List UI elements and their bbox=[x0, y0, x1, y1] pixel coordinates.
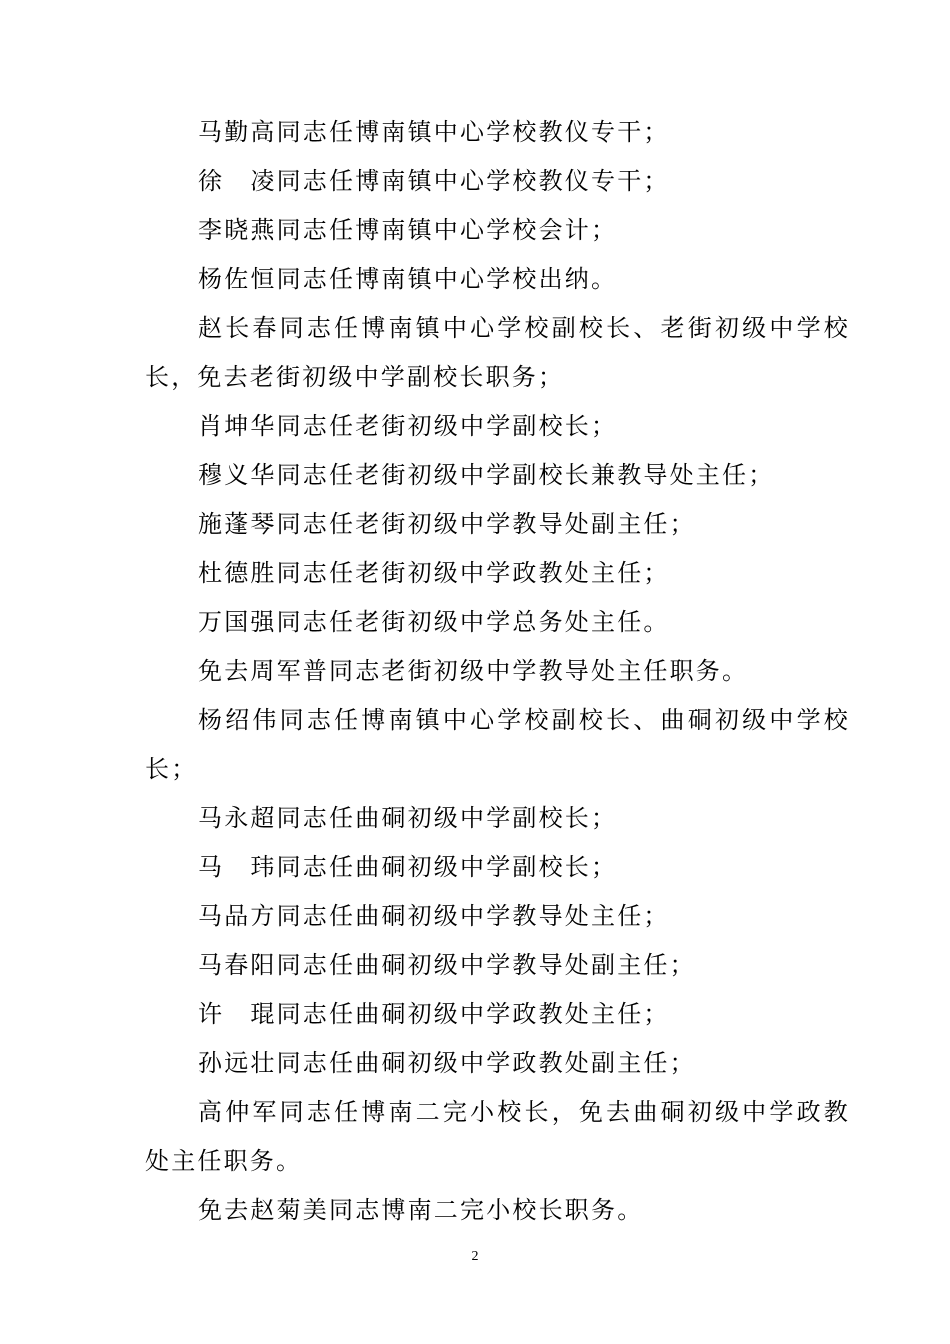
paragraph: 李晓燕同志任博南镇中心学校会计； bbox=[198, 216, 618, 244]
paragraph: 免去周军普同志老街初级中学教导处主任职务。 bbox=[198, 657, 749, 685]
paragraph: 赵长春同志任博南镇中心学校副校长、老街初级中学校长，免去老街初级中学副校长职务； bbox=[145, 314, 850, 391]
paragraph: 杨佐恒同志任博南镇中心学校出纳。 bbox=[198, 265, 618, 293]
paragraph: 马 玮同志任曲硐初级中学副校长； bbox=[198, 853, 618, 881]
paragraph: 肖坤华同志任老街初级中学副校长； bbox=[198, 412, 618, 440]
paragraph: 马春阳同志任曲硐初级中学教导处副主任； bbox=[198, 951, 696, 979]
document-body bbox=[145, 108, 850, 1235]
paragraph: 马永超同志任曲硐初级中学副校长； bbox=[198, 804, 618, 832]
paragraph: 杜德胜同志任老街初级中学政教处主任； bbox=[198, 559, 670, 587]
paragraph: 孙远壮同志任曲硐初级中学政教处副主任； bbox=[198, 1049, 696, 1077]
paragraph: 马勤高同志任博南镇中心学校教仪专干； bbox=[198, 118, 670, 146]
paragraph: 施蓬琴同志任老街初级中学教导处副主任； bbox=[198, 510, 696, 538]
paragraph: 万国强同志任老街初级中学总务处主任。 bbox=[198, 608, 670, 636]
paragraph: 穆义华同志任老街初级中学副校长兼教导处主任； bbox=[198, 461, 775, 489]
paragraph: 杨绍伟同志任博南镇中心学校副校长、曲硐初级中学校长； bbox=[145, 706, 850, 783]
paragraph: 许 琨同志任曲硐初级中学政教处主任； bbox=[198, 1000, 670, 1028]
paragraph: 马品方同志任曲硐初级中学教导处主任； bbox=[198, 902, 670, 930]
paragraph: 高仲军同志任博南二完小校长，免去曲硐初级中学政教处主任职务。 bbox=[145, 1098, 850, 1175]
paragraph: 免去赵菊美同志博南二完小校长职务。 bbox=[198, 1196, 644, 1224]
paragraph: 徐 凌同志任博南镇中心学校教仪专干； bbox=[198, 167, 670, 195]
page-number: 2 bbox=[471, 1249, 479, 1264]
